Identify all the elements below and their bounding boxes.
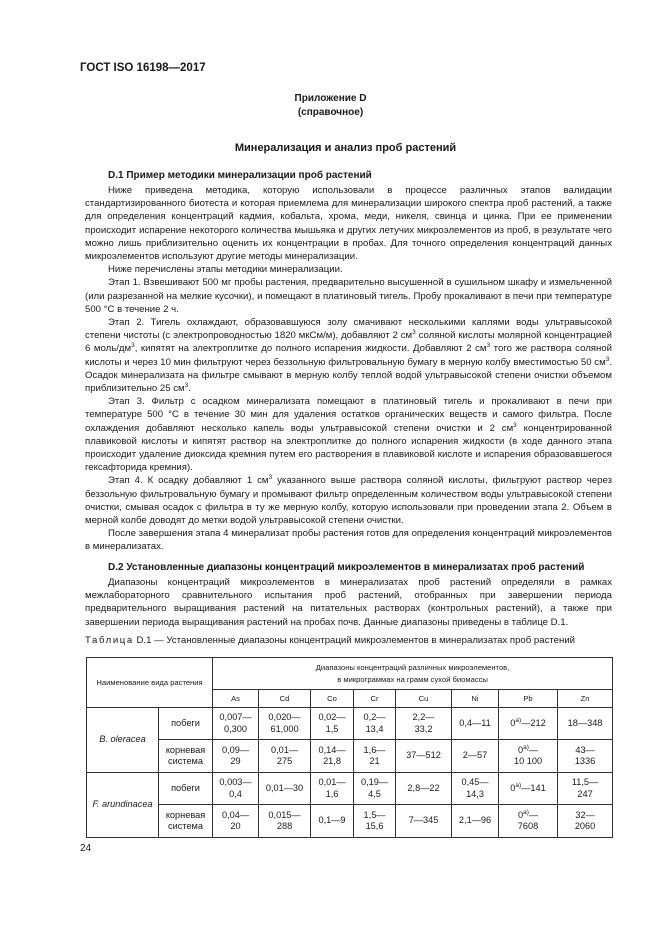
value-cell: 0,1—9 <box>311 805 354 838</box>
element-header: Pb <box>499 690 558 708</box>
value-cell: 0,007— 0,300 <box>213 708 259 740</box>
value-cell: 0,4—11 <box>452 708 499 740</box>
appendix-status: (справочное) <box>297 107 364 118</box>
concentration-table <box>86 657 613 838</box>
section-d2-heading: D.2 Установленные диапазоны концентраций микроэлементов в минерализатах проб растений <box>108 562 585 573</box>
plant-part-cell: корневая система <box>159 740 213 773</box>
step4-paragraph: Этап 4. К осадку добавляют 1 $см^3$ указанного выше раствора соляной кислоты, фильтруют раствор через беззольную фильтровальную бумагу и промывают фильтр определенным количеством воды ультравысокой степени очистки, смывая осадок с фильтра в ту же мерную колбу, которую использовали при проведении этапа 2. Объем в мерной колбе доводят до метки водой ультравысокой степени очистки. <box>85 474 612 527</box>
section-d2-body <box>85 576 612 629</box>
value-cell: 43— 1336 <box>558 740 613 773</box>
value-cell: 2—57 <box>452 740 499 773</box>
section-d1-heading: D.1 Пример методики минерализации проб растений <box>108 170 372 181</box>
species-cell: B. oleracea <box>87 708 159 773</box>
value-cell: 0,015— 288 <box>259 805 311 838</box>
appendix-title: Минерализация и анализ проб растений <box>234 142 457 154</box>
value-cell: 0,01—30 <box>259 773 311 805</box>
value-cell: 37—512 <box>396 740 452 773</box>
value-cell: $0^{а)}—$ 10 100 <box>499 740 558 773</box>
value-cell: 1,6— 21 <box>354 740 396 773</box>
element-header: Cu <box>396 690 452 708</box>
table-row <box>87 740 613 773</box>
section-d1-body <box>85 184 612 554</box>
value-cell: 0,01— 1,6 <box>311 773 354 805</box>
value-cell: 0,003— 0,4 <box>213 773 259 805</box>
value-cell: $0^{а)}—212$ <box>499 708 558 740</box>
value-cell: 2,8—22 <box>396 773 452 805</box>
value-cell: 2,1—96 <box>452 805 499 838</box>
value-cell: 32— 2060 <box>558 805 613 838</box>
step3-paragraph: Этап 3. Фильтр с осадком минерализата помещают в платиновый тигель и прокаливают в печи при температуре 500 °С в течение 30 мин для удаления остатков органических веществ и самого фильтра. После охлаждения добавляют несколько капель воды ультравысокой степени очистки и 2 $см^3$ концентрированной плавиковой кислоты и кипятят раствор на электроплитке до полного испарения жидкости (в ходе данного этапа происходит удаление диоксида кремния путем его растворения в плавиковой кислоте и испарения образовавшегося гексафторида кремния). <box>85 396 612 474</box>
species-cell: F. arundinacea <box>87 773 159 838</box>
element-header: Ni <box>452 690 499 708</box>
element-header: Zn <box>558 690 613 708</box>
table-row <box>87 773 613 805</box>
ranges-header: Диапазоны концентраций различных микроэлементов, в микрограммах на грамм сухой биомассы <box>213 658 613 690</box>
table-row <box>87 805 613 838</box>
value-cell: 0,45— 14,3 <box>452 773 499 805</box>
section-d2-paragraph: Диапазоны концентраций микроэлементов в минерализатах проб растений определяли в рамках межлабораторного сравнительного испытания проб растений, отобранных при завершении периода предварительного выращивания растений на питательных растворах (контрольных растений), а также при завершении периода выращивания растений на пробах почв. Данные диапазоны приведены в таблице D.1. <box>85 577 612 628</box>
value-cell: 2,2— 33,2 <box>396 708 452 740</box>
step1-paragraph: Этап 1. Взвешивают 500 мг пробы растения, предварительно высушенной в сушильном шкафу и измельченной (или разрезанной на мелкие кусочки), и помещают в платиновый тигель. Пробу прокаливают в печи при температуре 500 °С в течение 2 ч. <box>85 277 612 315</box>
value-cell: 0,2— 13,4 <box>354 708 396 740</box>
value-cell: 0,01— 275 <box>259 740 311 773</box>
value-cell: 11,5— 247 <box>558 773 613 805</box>
value-cell: $0^{а)}—141$ <box>499 773 558 805</box>
value-cell: 0,02— 1,5 <box>311 708 354 740</box>
plant-part-cell: побеги <box>159 708 213 740</box>
appendix-name: Приложение D <box>294 93 367 104</box>
plant-part-cell: побеги <box>159 773 213 805</box>
value-cell: 0,020— 61,000 <box>259 708 311 740</box>
outro-paragraph: После завершения этапа 4 минерализат пробы растения готов для определения концентраций микроэлементов в минерализатах. <box>85 528 612 553</box>
value-cell: 18—348 <box>558 708 613 740</box>
value-cell: 0,04— 20 <box>213 805 259 838</box>
value-cell: 0,19— 4,5 <box>354 773 396 805</box>
table-caption: Таблица D.1 — Установленные диапазоны концентраций микроэлементов в минерализатах проб растений <box>85 635 576 646</box>
step2-paragraph: Этап 2. Тигель охлаждают, образовавшуюся золу смачивают несколькими каплями воды ультравысокой степени чистоты (с электропроводностью 1820 мкСм/м), добавляют 2 $см^3$ соляной кислоты молярной концентрацией 6 моль/$дм^3$, кипятят на электроплитке до полного испарения жидкости. Добавляют 2 $см^3$ того же раствора соляной кислоты и через 10 мин фильтруют через беззольную фильтровальную бумагу в мерную колбу вместимостью 50 $см^3$. Осадок минерализата на фильтре смывают в мерную колбу теплой водой ультравысокой степени очистки объемом приблизительно 25 $см^3$. <box>85 317 612 395</box>
steps-lead-paragraph: Ниже перечислены этапы методики минерализации. <box>108 264 343 276</box>
element-header: Co <box>311 690 354 708</box>
intro-paragraph: Ниже приведена методика, которую использовали в процессе различных этапов валидации стандартизированного биотеста и которая приемлема для минерализации широкого спектра проб растений, а также для определения концентраций кадмия, кобальта, хрома, меди, никеля, свинца и цинка. При ее применении происходит испарение некоторого количества мышьяка и других летучих микроэлементов из проб, в результате чего можно лишь приблизительно оценить их концентрации в пробах. Для точного определения концентраций данных микроэлементов используют другие методы минерализации. <box>85 185 612 263</box>
element-header: Cd <box>259 690 311 708</box>
value-cell: 0,09— 29 <box>213 740 259 773</box>
element-header: Cr <box>354 690 396 708</box>
page-number: 24 <box>80 843 92 854</box>
value-cell: 7—345 <box>396 805 452 838</box>
document-header: ГОСТ ISO 16198—2017 <box>80 62 206 74</box>
value-cell: 1,5— 15,6 <box>354 805 396 838</box>
species-header: Наименование вида растения <box>87 658 213 708</box>
plant-part-cell: корневая система <box>159 805 213 838</box>
value-cell: $0^{а)}—$ 7608 <box>499 805 558 838</box>
element-header: As <box>213 690 259 708</box>
value-cell: 0,14— 21,8 <box>311 740 354 773</box>
table-row <box>87 708 613 740</box>
